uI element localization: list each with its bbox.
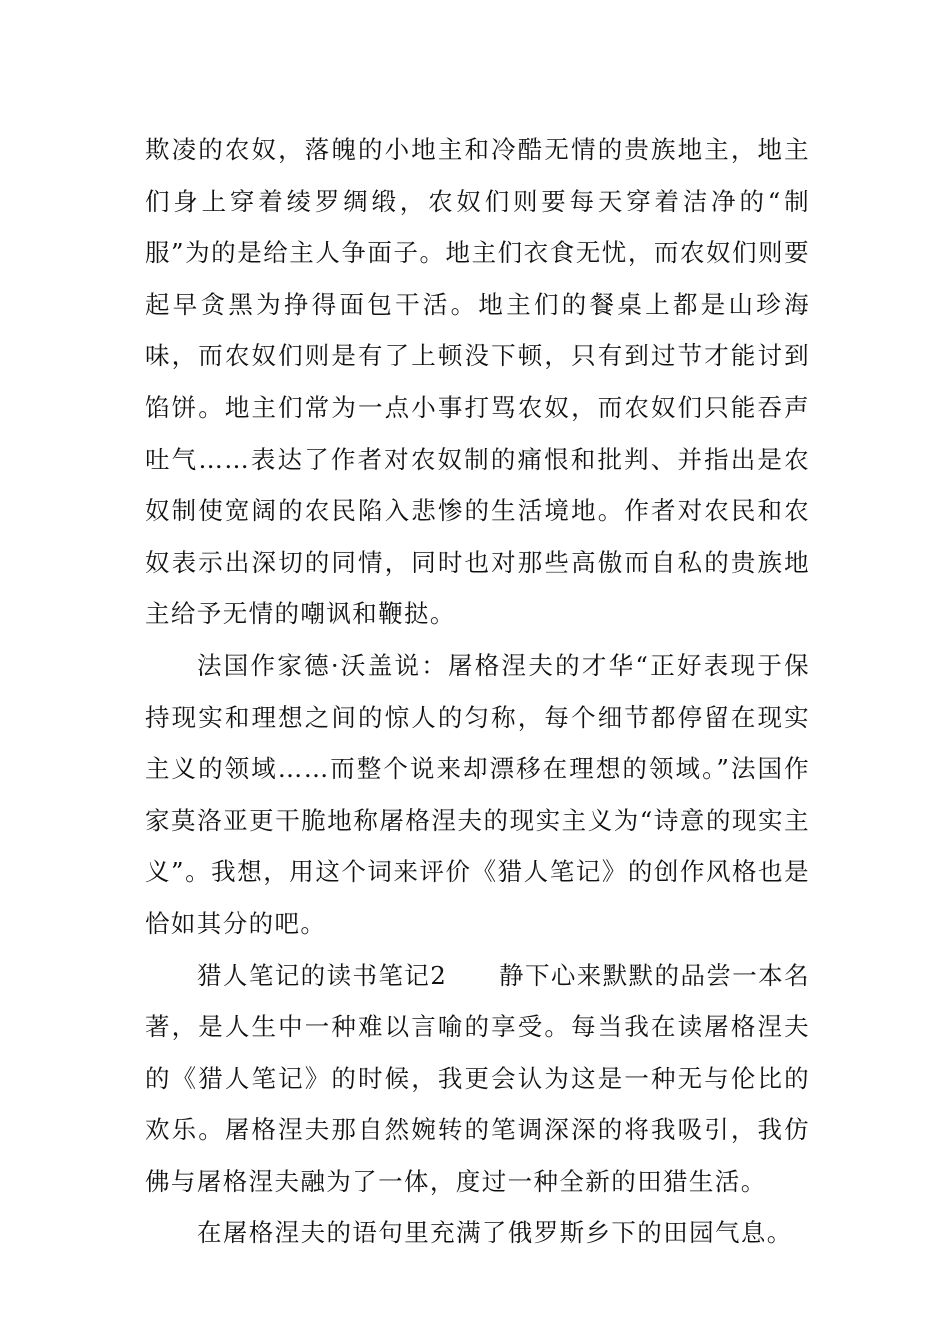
paragraph-3: 猎人笔记的读书笔记2 静下心来默默的品尝一本名著，是人生中一种难以言喻的享受。每当我在读屠格涅夫的《猎人笔记》的时候，我更会认为这是一种无与伦比的欢乐。屠格涅夫那自然婉转的笔调深深的将我吸引，我仿佛与屠格涅夫融为了一体，度过一种全新的田猎生活。 [145,960,810,1196]
paragraph-2: 法国作家德·沃盖说：屠格涅夫的才华“正好表现于保持现实和理想之间的惊人的匀称，每个细节都停留在现实主义的领域……而整个说来却漂移在理想的领域。”法国作家莫洛亚更干脆地称屠格涅夫的现实主义为“诗意的现实主义”。我想，用这个词来评价《猎人笔记》的创作风格也是恰如其分的吧。 [145,650,810,938]
document-body [145,124,810,1259]
paragraph-4: 在屠格涅夫的语句里充满了俄罗斯乡下的田园气息。 [197,1218,793,1248]
paragraph-1: 欺凌的农奴，落魄的小地主和冷酷无情的贵族地主，地主们身上穿着绫罗绸缎，农奴们则要每天穿着洁净的“制服”为的是给主人争面子。地主们衣食无忧，而农奴们则要起早贪黑为挣得面包干活。地主们的餐桌上都是山珍海味，而农奴们则是有了上顿没下顿，只有到过节才能讨到馅饼。地主们常为一点小事打骂农奴，而农奴们只能吞声吐气……表达了作者对农奴制的痛恨和批判、并指出是农奴制使宽阔的农民陷入悲惨的生活境地。作者对农民和农奴表示出深切的同情，同时也对那些高傲而自私的贵族地主给予无情的嘲讽和鞭挞。 [145,135,810,629]
